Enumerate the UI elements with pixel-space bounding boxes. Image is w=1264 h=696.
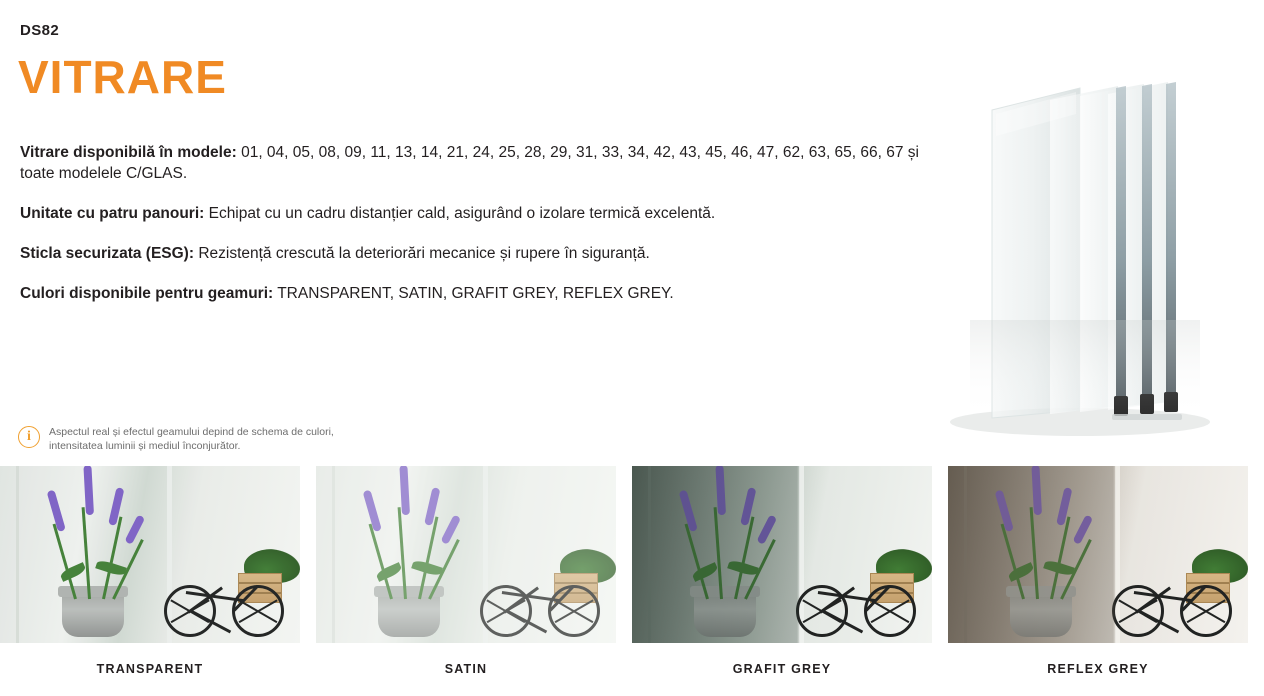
disclaimer-line-1: Aspectul real și efectul geamului depind de schema de culori,: [49, 426, 334, 438]
paragraph-colors-label: Culori disponibile pentru geamuri:: [20, 285, 274, 302]
glass-unit-illustration: [930, 70, 1250, 440]
info-icon: i: [18, 426, 40, 448]
disclaimer-note-text: [49, 425, 334, 453]
paragraph-esg: [20, 243, 920, 264]
sample-reflex-grey-image: [948, 466, 1248, 643]
sample-grafit-grey-caption: GRAFIT GREY: [732, 662, 832, 676]
sample-satin-image: [316, 466, 616, 643]
sample-grafit-grey[interactable]: [632, 466, 932, 696]
paragraph-colors-text: TRANSPARENT, SATIN, GRAFIT GREY, REFLEX GREY.: [273, 285, 674, 302]
page-title: VITRARE: [18, 51, 227, 103]
paragraph-panels: [20, 203, 920, 224]
paragraph-esg-label: Sticla securizata (ESG):: [20, 245, 195, 262]
sample-reflex-grey-caption: REFLEX GREY: [1047, 662, 1149, 676]
paragraph-models: [20, 142, 920, 184]
paragraph-panels-text: Echipat cu un cadru distanțier cald, asigurând o izolare termică excelentă.: [204, 205, 716, 222]
disclaimer-note: [18, 425, 578, 453]
sample-satin-caption: SATIN: [444, 662, 488, 676]
sample-grafit-grey-image: [632, 466, 932, 643]
disclaimer-line-2: intensitatea luminii și mediul înconjurător.: [49, 439, 241, 452]
product-code: DS82: [20, 22, 60, 39]
sample-transparent-caption: TRANSPARENT: [96, 662, 204, 676]
glass-unit-svg: [930, 70, 1250, 440]
sample-transparent[interactable]: [0, 466, 300, 696]
sample-satin[interactable]: [316, 466, 616, 696]
paragraph-esg-text: Rezistență crescută la deteriorări mecanice și rupere în siguranță.: [194, 245, 650, 262]
sample-transparent-image: [0, 466, 300, 643]
paragraph-models-text: 01, 04, 05, 08, 09, 11, 13, 14, 21, 24, 25, 28, 29, 31, 33, 34, 42, 43, 45, 46, 47, 62, 63, 65, 66, 67 și toate modelele C/GLAS.: [20, 144, 920, 182]
sample-gallery: [0, 466, 1264, 696]
paragraph-models-label: Vitrare disponibilă în modele:: [20, 144, 237, 161]
paragraph-panels-label: Unitate cu patru panouri:: [20, 205, 205, 222]
sample-reflex-grey[interactable]: [948, 466, 1248, 696]
paragraph-colors: [20, 283, 920, 304]
description-block: [20, 142, 920, 304]
